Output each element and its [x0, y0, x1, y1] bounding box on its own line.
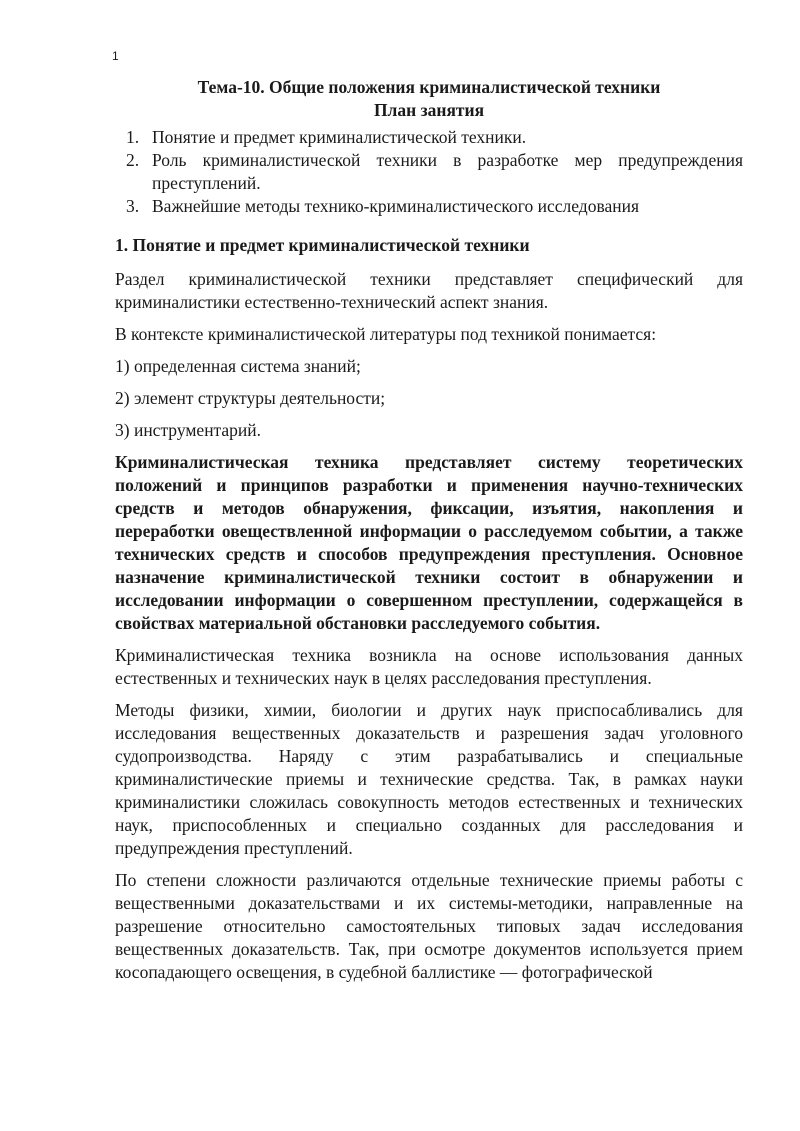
plan-subtitle: План занятия	[373, 100, 485, 120]
definition-paragraph: Криминалистическая техника представляет систему теоретических положений и принципов разработки и применения научно-технических средств и методов обнаружения, фиксации, изъятия, накопления и переработки овеществленной информации о расследуемом событии, а также технических средств и способов предупреждения преступления. Основное назначение криминалистической техники состоит в обнаружении и исследовании информации о совершенном преступлении, содержащейся в свойствах материальной обстановки расследуемого события.	[115, 452, 743, 633]
section-heading: 1. Понятие и предмет криминалистической техники	[115, 235, 530, 255]
plan-item-text: Роль криминалистической техники в разработке мер предупреждения преступлений.	[152, 150, 743, 193]
list-line: 2) элемент структуры деятельности;	[115, 388, 386, 408]
document-body	[115, 76, 743, 984]
list-line: 1) определенная система знаний;	[115, 356, 361, 376]
plan-item	[115, 149, 743, 195]
plan-list	[115, 126, 743, 218]
plan-item	[115, 195, 743, 218]
paragraph: Методы физики, химии, биологии и других наук приспосабливались для исследования вещественных доказательств и разрешения задач уголовного судопроизводства. Наряду с этим разрабатывались и специальные криминалистические приемы и технические средства. Так, в рамках науки криминалистики сложилась совокупность методов естественных и технических наук, приспособленных и специально созданных для расследования и предупреждения преступлений.	[115, 700, 743, 858]
plan-item-number: 2.	[126, 150, 140, 170]
plan-item-text: Важнейшие методы технико-криминалистического исследования	[152, 196, 640, 216]
paragraph: По степени сложности различаются отдельные технические приемы работы с вещественными доказательствами и их системы-методики, направленные на разрешение относительно самостоятельных типовых задач исследования вещественных доказательств. Так, при осмотре документов используется прием косопадающего освещения, в судебной баллистике — фотографической	[115, 870, 743, 982]
list-line: 3) инструментарий.	[115, 420, 262, 440]
page-number: 1	[112, 49, 119, 63]
paragraph: В контексте криминалистической литературы под техникой понимается:	[115, 324, 657, 344]
plan-item	[115, 126, 743, 149]
plan-item-text: Понятие и предмет криминалистической техники.	[152, 127, 527, 147]
document-title: Тема-10. Общие положения криминалистической техники	[197, 77, 661, 97]
paragraph: Раздел криминалистической техники представляет специфический для криминалистики естественно-технический аспект знания.	[115, 269, 743, 312]
plan-item-number: 1.	[126, 127, 140, 147]
plan-item-number: 3.	[126, 196, 140, 216]
paragraph: Криминалистическая техника возникла на основе использования данных естественных и технических наук в целях расследования преступления.	[115, 645, 743, 688]
